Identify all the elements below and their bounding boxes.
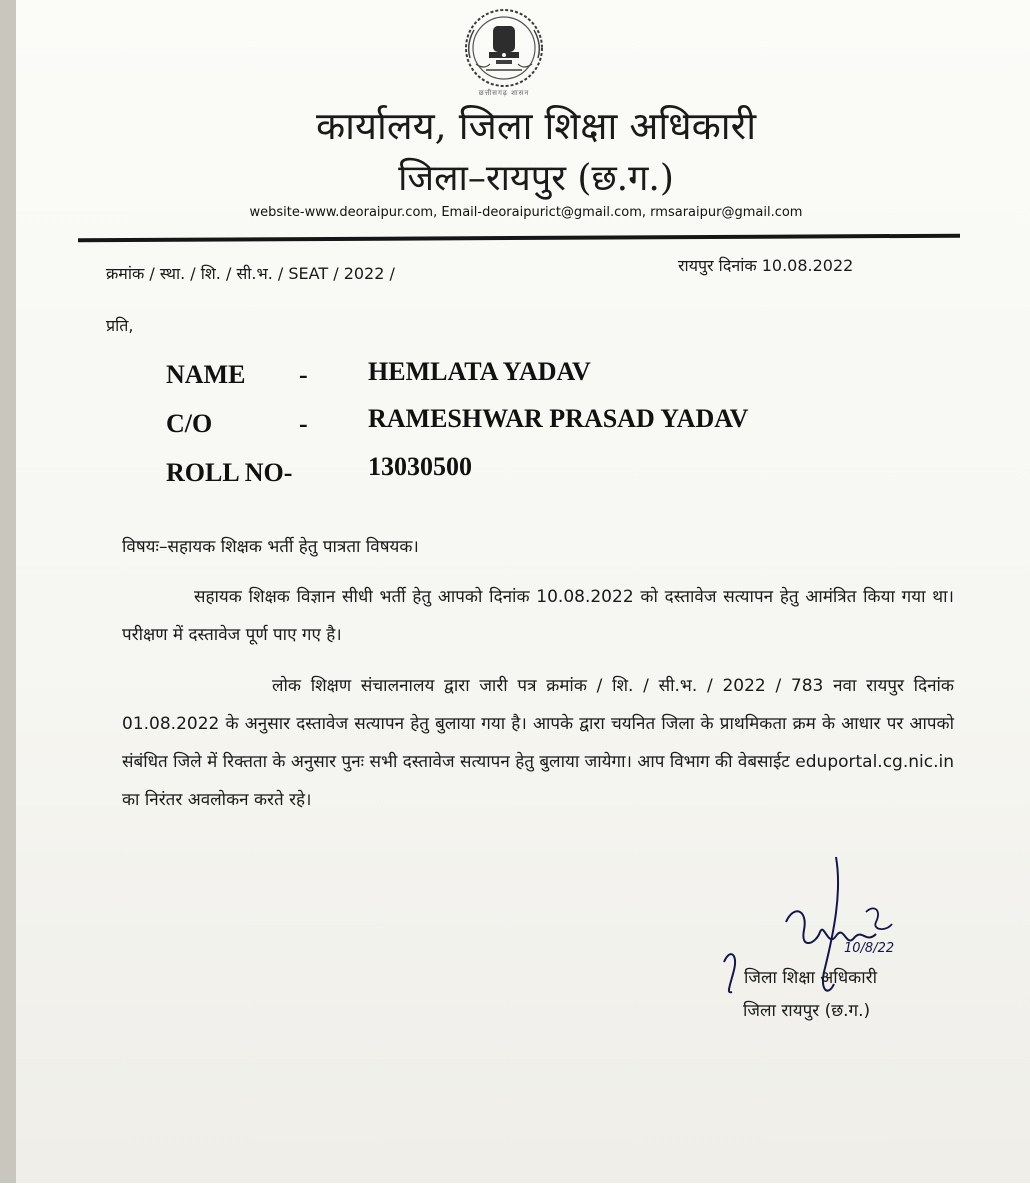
bottom-margin xyxy=(0,1183,1030,1200)
care-of-dash: - xyxy=(299,409,308,438)
subject-line: विषयः–सहायक शिक्षक भर्ती हेतु पात्रता विषयक। xyxy=(122,537,419,557)
care-of-value: RAMESHWAR PRASAD YADAV xyxy=(368,404,749,433)
signatory-place: जिला रायपुर (छ.ग.) xyxy=(743,1001,871,1021)
name-label: NAME xyxy=(166,360,246,389)
name-value: HEMLATA YADAV xyxy=(368,357,591,386)
name-dash: - xyxy=(299,360,308,389)
ashoka-emblem-icon xyxy=(456,6,552,90)
contact-line: website-www.deoraipur.com, Email-deoraipurict@gmail.com, rmsaraipur@gmail.com xyxy=(249,205,803,220)
signature-date: 10/8/22 xyxy=(844,941,895,956)
state-emblem xyxy=(456,6,552,98)
body-paragraph-2: लोक शिक्षण संचालनालय द्वारा जारी पत्र क्रमांक / शि. / सी.भ. / 2022 / 783 नवा रायपुर दिनांक 01.08.2022 के अनुसार दस्तावेज सत्यापन हेतु बुलाया गया है। आपके द्वारा चयनित जिला के प्राथमिकता क्रम के आधार पर आपको संबंधित जिले में रिक्तता के अनुसार पुनः सभी दस्तावेज सत्यापन हेतु बुलाया जायेगा। आप विभाग की वेबसाईट eduportal.cg.nic.in का निरंतर अवलोकन करते रहे। xyxy=(122,676,954,810)
header-divider xyxy=(78,234,960,243)
signatory-title: जिला शिक्षा अधिकारी xyxy=(744,968,877,988)
roll-no-label: ROLL NO- xyxy=(166,458,293,487)
district-title: जिला–रायपुर (छ.ग.) xyxy=(398,158,674,199)
office-title: कार्यालय, जिला शिक्षा अधिकारी xyxy=(315,104,757,148)
letter-page xyxy=(16,0,1030,1183)
care-of-label: C/O xyxy=(166,409,213,438)
body-paragraph-1: सहायक शिक्षक विज्ञान सीधी भर्ती हेतु आपको दिनांक 10.08.2022 को दस्तावेज सत्यापन हेतु आमंत्रित किया गया था। परीक्षण में दस्तावेज पूर्ण पाए गए है। xyxy=(122,587,954,645)
emblem-caption: छत्तीसगढ़ शासन xyxy=(478,89,530,97)
letter-date: रायपुर दिनांक 10.08.2022 xyxy=(678,256,854,275)
salutation: प्रति, xyxy=(106,316,134,335)
reference-number: क्रमांक / स्था. / शि. / सी.भ. / SEAT / 2022 / xyxy=(106,264,395,283)
roll-no-value: 13030500 xyxy=(368,452,472,481)
